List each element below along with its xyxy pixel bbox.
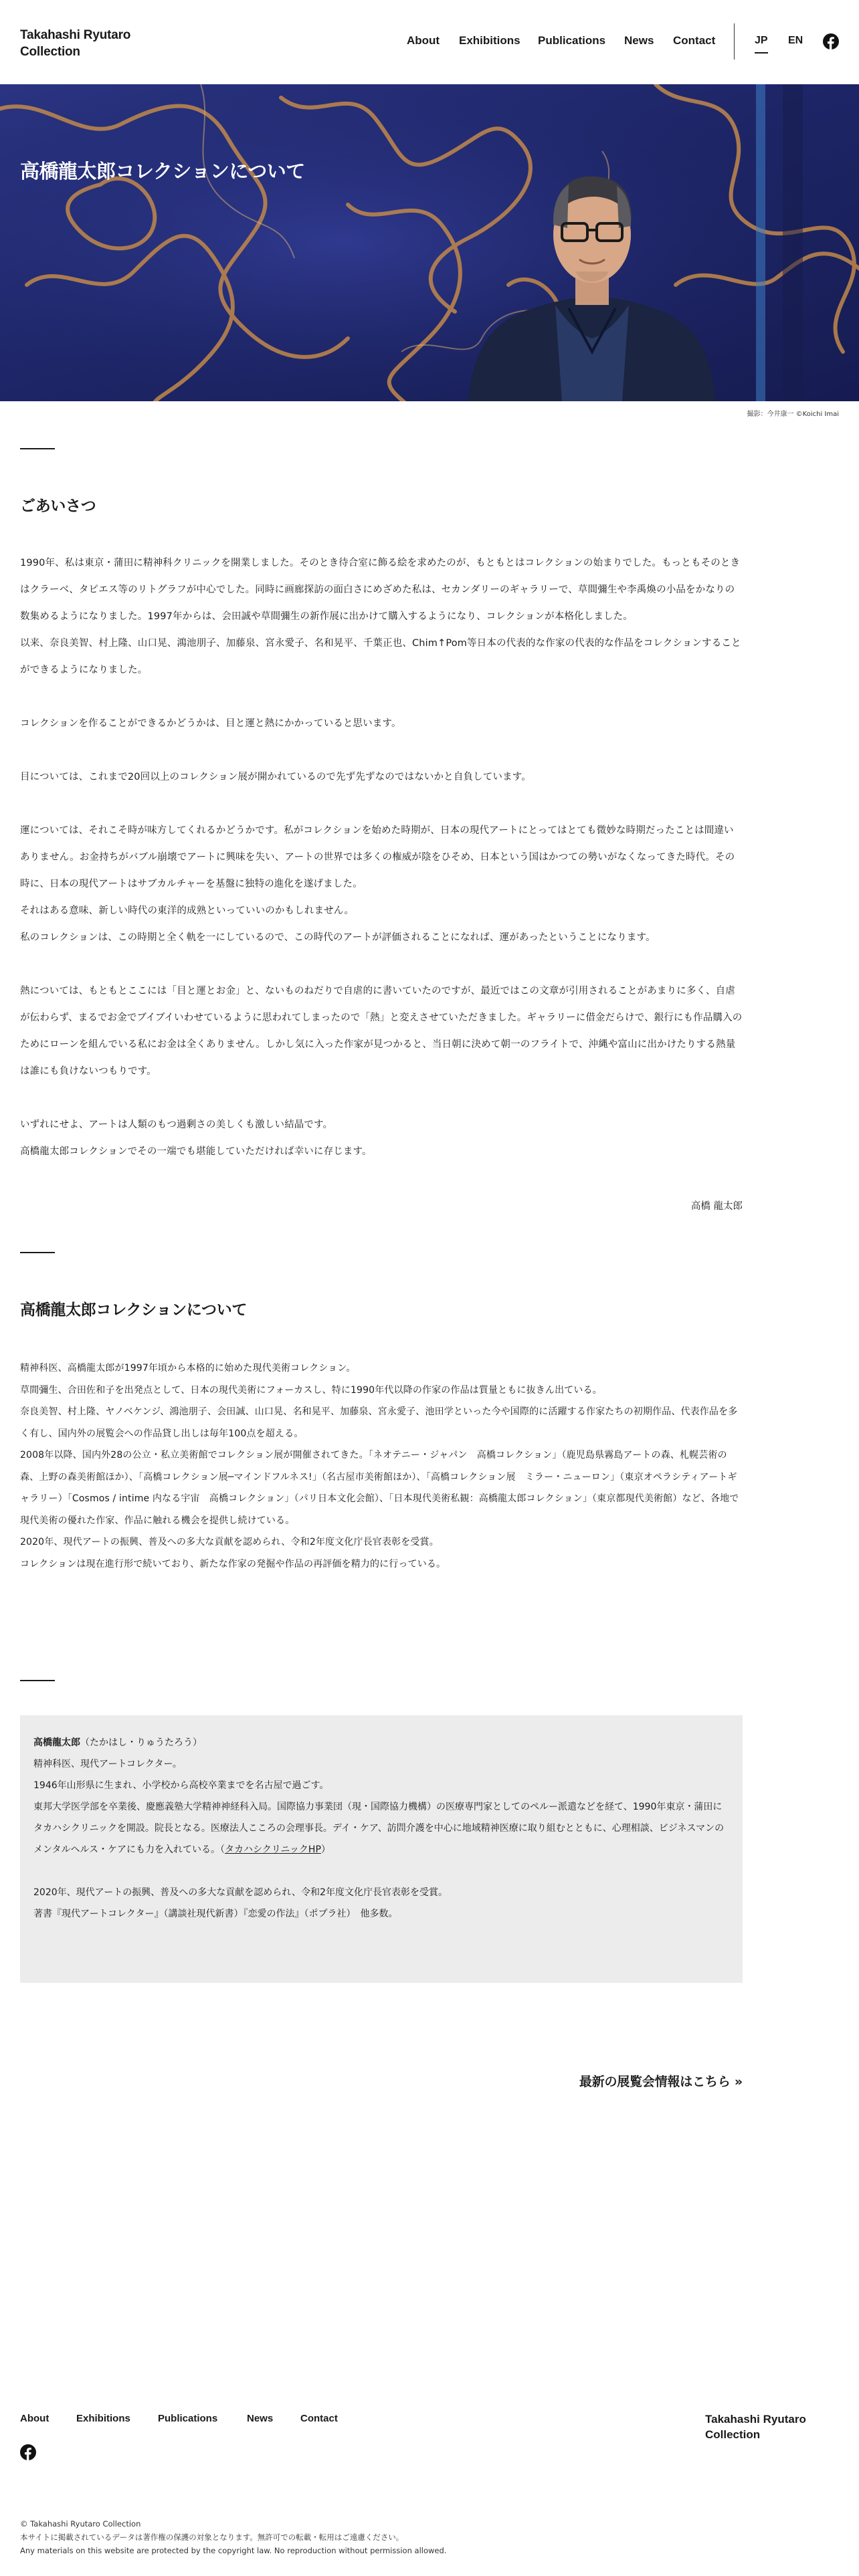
greeting-paragraph-1: 1990年、私は東京・蒲田に精神科クリニックを開業しました。そのとき待合室に飾る絵を求めたのが、もともとはコレクションの始まりでした。もっともそのときはクラーベ、タピエス等のリトグラフが中心でした。同時に画廊探訪の面白さにめざめた私は、セカンダリーのギャラリーで、草間彌生や李禹煥の小品をかなりの数集めるようになりました。1997年からは、会田誠や草間彌生の新作展に出かけて購入するようになり、コレクションが本格化しました。 xyxy=(20,558,741,622)
greeting-paragraph-6b: 高橋龍太郎コレクションでその一端でも堪能していただければ幸いに存じます。 xyxy=(20,1146,372,1157)
facebook-icon[interactable] xyxy=(823,33,839,49)
footer-nav-news[interactable]: News xyxy=(247,2413,274,2424)
nav-divider xyxy=(734,23,735,60)
nav-about[interactable]: About xyxy=(407,34,440,47)
footer-logo-line-2: Collection xyxy=(705,2428,761,2441)
greeting-paragraph-5: 熱については、もともとここには「目と運とお金」と、ないものねだりで自虐的に書いていたのですが、最近ではこの文章が引用されることがあまりに多く、自虐が伝わらず、まるでお金でブイブイいわせているように思われてしまったので「熱」と変えさせていただきました。ギャラリーに借金だらけで、銀行にも作品購入のためにローンを組んでいる私にお金は全くありません。しかし気に入った作家が見つかると、当日朝に決めて朝一のフライトで、沖縄や富山に出かけたりする熱量は誰にも負けないつもりです。 xyxy=(20,986,743,1077)
hero-banner xyxy=(0,84,859,401)
nav-contact[interactable]: Contact xyxy=(673,34,716,47)
section-rule-greeting xyxy=(20,448,55,449)
nav-publications[interactable]: Publications xyxy=(538,34,606,47)
greeting-paragraph-4c: 私のコレクションは、この時期と全く軌を一にしているので、この時代のアートが評価されることになれば、運があったということになります。 xyxy=(20,932,656,943)
hero-title: 高橋龍太郎コレクションについて xyxy=(20,160,305,183)
about-line: 2020年、現代アートの振興、普及への多大な貢献を認められ、令和2年度文化庁長官表彰を受賞。 xyxy=(20,1537,439,1547)
profile-career: 東邦大学医学部を卒業後、慶應義塾大学精神神経科入局。国際協力事業団（現・国際協力機構）の医療専門家としてのペルー派遣などを経て、1990年東京・蒲田にタカハシクリニックを開設。院長となる。医療法人こころの会理事長。デイ・ケア、訪問介護を中心に地域精神医療に取り組むとともに、心理相談、ビジネスマンのメンタルヘルス・ケアにも力を入れている。 xyxy=(33,1802,725,1855)
about-body xyxy=(20,1358,743,1575)
section-rule-about xyxy=(20,1252,55,1253)
footer-notice-jp: 本サイトに掲載されているデータは著作権の保護の対象となります。無許可での転載・転用はご遠慮ください。 xyxy=(20,2533,404,2542)
about-title: 高橋龍太郎コレクションについて xyxy=(20,1301,248,1319)
about-line: 奈良美智、村上隆、ヤノベケンジ、鴻池朋子、会田誠、山口晃、名和晃平、加藤泉、宮永愛子、池田学といった今や国際的に活躍する作家たちの初期作品、代表作品を多く有し、国内外の展覧会への作品貸し出しは毎年100点を超える。 xyxy=(20,1406,738,1439)
about-line: 草間彌生、合田佐和子を出発点として、日本の現代美術にフォーカスし、特に1990年代以降の作家の作品は質量ともに抜きん出ている。 xyxy=(20,1384,602,1396)
footer-legal xyxy=(20,2517,446,2557)
greeting-paragraph-6: いずれにせよ、アートは人類のもつ過剰さの美しくも激しい結晶です。 xyxy=(20,1119,333,1130)
logo-line-2: Collection xyxy=(20,45,80,59)
footer-logo-line-1: Takahashi Ryutaro xyxy=(705,2413,806,2426)
footer-nav-contact[interactable]: Contact xyxy=(300,2413,338,2424)
profile-award: 2020年、現代アートの振興、普及への多大な貢献を認められ、令和2年度文化庁長官表彰を受賞。 xyxy=(33,1887,448,1898)
footer-copyright: © Takahashi Ryutaro Collection xyxy=(20,2519,141,2529)
footer-notice-en: Any materials on this website are protected by the copyright law. No reproduction without permission allowed. xyxy=(20,2546,447,2555)
profile-books: 著書『現代アートコレクター』（講談社現代新書）『恋愛の作法』（ポプラ社） 他多数。 xyxy=(33,1909,398,1919)
greeting-body xyxy=(20,550,743,1165)
photo-credit: 撮影：今井康一 ©Koichi Imai xyxy=(747,411,839,418)
profile-birth: 1946年山形県に生まれ、小学校から高校卒業までを名古屋で過ごす。 xyxy=(33,1780,329,1791)
about-line: 2008年以降、国内外28の公立・私立美術館でコレクション展が開催されてきた。「ネオテニー・ジャパン 高橋コレクション」（鹿児島県霧島アートの森、札幌芸術の森、上野の森美術館ほか）、「高橋コレクション展─マインドフルネス!」（名古屋市美術館ほか）、「高橋コレクション展 ミラー・ニューロン」（東京オペラシティアートギャラリー）「Cosmos / intime 内なる宇宙 高橋コレクション」（パリ日本文化会館）、「日本現代美術私観：高橋龍太郎コレクション」（東京都現代美術館）など、各地で現代美術の優れた作家、作品に触れる機会を提供し続けている。 xyxy=(20,1450,739,1526)
latest-exhibition-link[interactable]: 最新の展覧会情報はこちら » xyxy=(579,2074,743,2089)
footer-nav-about[interactable]: About xyxy=(20,2413,50,2424)
site-header xyxy=(0,0,859,84)
nav-news[interactable]: News xyxy=(624,34,654,47)
greeting-paragraph-4: 運については、それこそ時が味方してくれるかどうかです。私がコレクションを始めた時期が、日本の現代アートにとってはとても微妙な時期だったことは間違いありません。お金持ちがバブル崩壊でアートに興味を失い、アートの世界では多くの権威が陰をひそめ、日本という国はかつての勢いがなくなってきた時代。その時に、日本の現代アートはサブカルチャーを基盤に独特の進化を遂げました。 xyxy=(20,825,735,889)
profile-reading: （たかはし・りゅうたろう） xyxy=(80,1737,202,1748)
greeting-paragraph-2: コレクションを作ることができるかどうかは、目と運と熱にかかっていると思います。 xyxy=(20,718,401,729)
about-line: 精神科医、高橋龍太郎が1997年頃から本格的に始めた現代美術コレクション。 xyxy=(20,1363,356,1374)
greeting-title: ごあいさつ xyxy=(20,498,96,515)
about-line: コレクションは現在進行形で続いており、新たな作家の発掘や作品の再評価を精力的に行っている。 xyxy=(20,1558,446,1570)
site-logo[interactable] xyxy=(20,27,167,60)
greeting-signature: 高橋 龍太郎 xyxy=(690,1201,743,1212)
profile-box: 高橋龍太郎（たかはし・りゅうたろう） 精神科医、現代アートコレクター。 1946年山形県に生まれ、小学校から高校卒業までを名古屋で過ごす。 東邦大学医学部を卒業後、慶應義塾大学精神神経科入局。国際協力事業団（現・国際協力機構）の医療専門家としてのペルー派遣などを経て、1990年東京・蒲田にタカハシクリニックを開設。院長となる。医療法人こころの会理事長。デイ・ケア、訪問介護を中心に地域精神医療に取り組むとともに、心理相談、ビジネスマンのメンタルヘルス・ケアにも力を入れている。（タカハシクリニックHP） 2020年、現代アートの振興、普及への多大な貢献を認められ、令和2年度文化庁長官表彰を受賞。 著書『現代アートコレクター』（講談社現代新書）『恋愛の作法』（ポプラ社） 他多数。 xyxy=(20,1715,743,1983)
profile-name: 高橋龍太郎 xyxy=(33,1737,80,1748)
section-rule-profile xyxy=(20,1680,55,1681)
hero-artwork-image xyxy=(0,84,859,401)
footer-nav-exhibitions[interactable]: Exhibitions xyxy=(76,2413,130,2424)
greeting-paragraph-1b: 以来、奈良美智、村上隆、山口晃、鴻池朋子、加藤泉、宮永愛子、名和晃平、千葉正也、Chim↑Pom等日本の代表的な作家の代表的な作品をコレクションすることができるようになりました。 xyxy=(20,638,741,675)
footer-logo[interactable] xyxy=(705,2411,839,2442)
lang-jp[interactable]: JP xyxy=(755,35,768,46)
greeting-paragraph-3: 目については、これまで20回以上のコレクション展が開かれているので先ず先ずなのではないかと自負しています。 xyxy=(20,772,531,782)
nav-exhibitions[interactable]: Exhibitions xyxy=(459,34,520,47)
logo-line-1: Takahashi Ryutaro xyxy=(20,28,131,42)
footer-facebook-icon[interactable] xyxy=(20,2444,36,2460)
footer-nav-publications[interactable]: Publications xyxy=(158,2413,218,2424)
greeting-paragraph-4b: それはある意味、新しい時代の東洋的成熟といっていいのかもしれません。 xyxy=(20,905,354,916)
clinic-link[interactable]: タカハシクリニックHP xyxy=(225,1844,321,1855)
lang-en[interactable]: EN xyxy=(788,35,803,46)
profile-role: 精神科医、現代アートコレクター。 xyxy=(33,1759,182,1769)
